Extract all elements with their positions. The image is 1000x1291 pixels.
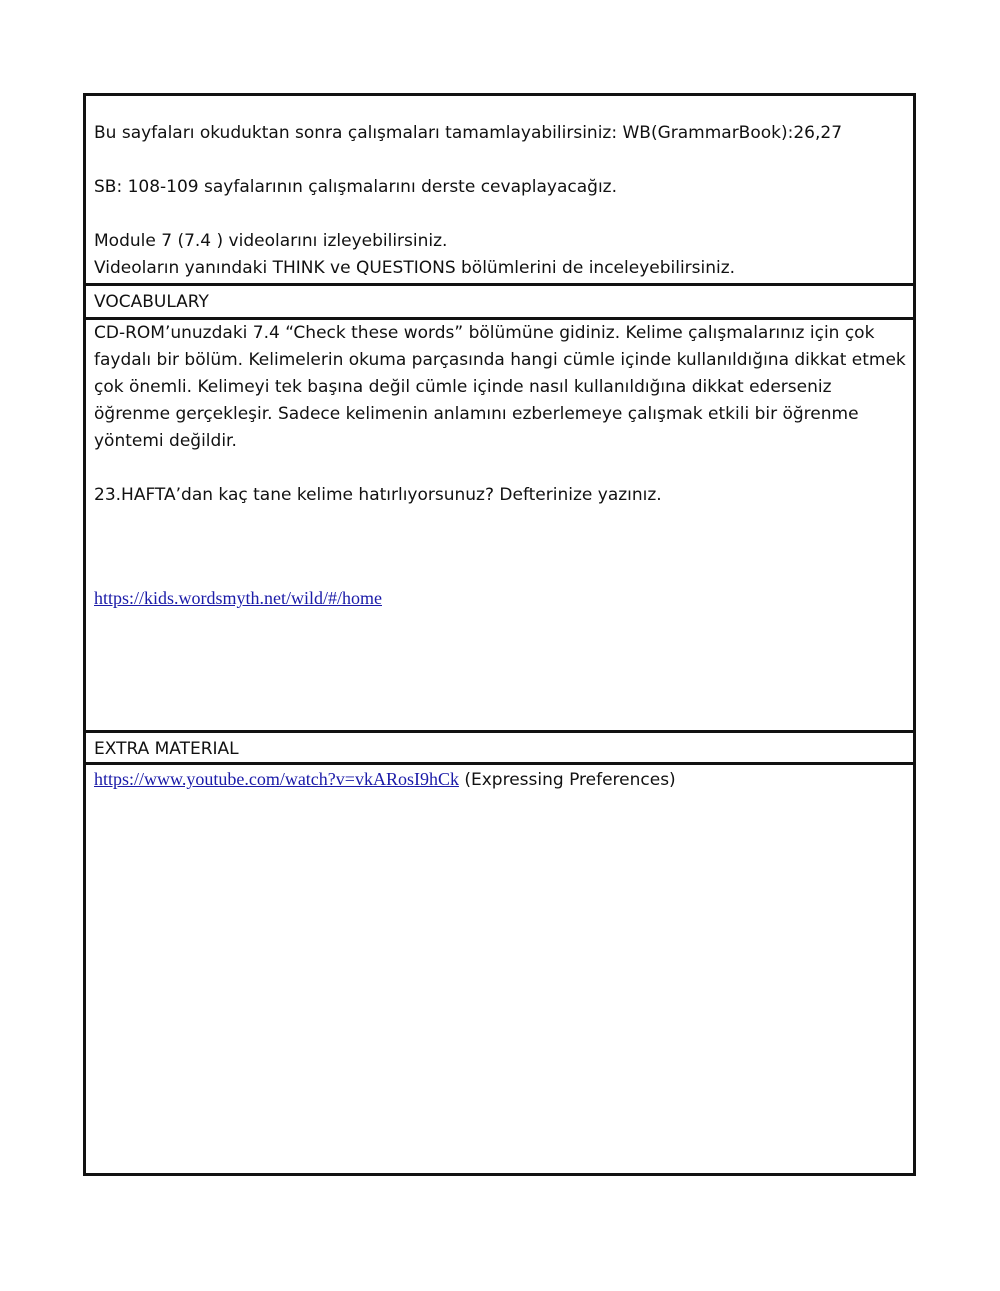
wordsmyth-link[interactable]: https://kids.wordsmyth.net/wild/#/home: [94, 588, 382, 608]
vocabulary-heading: VOCABULARY: [94, 292, 209, 312]
intro-line-workbook: Bu sayfaları okuduktan sonra çalışmaları tamamlayabilirsiniz: WB(GrammarBook):26,27: [94, 123, 843, 143]
intro-cell: [86, 120, 913, 282]
intro-line-module-videos: Module 7 (7.4 ) videolarını izleyebilirsiniz.: [94, 231, 448, 251]
row-divider: [86, 762, 913, 765]
extra-material-heading: EXTRA MATERIAL: [94, 739, 239, 759]
extra-cell: [86, 766, 913, 794]
row-divider: [86, 283, 913, 286]
row-divider: [86, 730, 913, 733]
youtube-link[interactable]: https://www.youtube.com/watch?v=vkARosI9hCk: [94, 769, 459, 789]
intro-line-studentbook: SB: 108-109 sayfalarının çalışmalarını derste cevaplayacağız.: [94, 177, 618, 197]
intro-line-think-questions: Videoların yanındaki THINK ve QUESTIONS bölümlerini de inceleyebilirsiniz.: [94, 258, 736, 278]
extra-heading-cell: [86, 736, 913, 763]
vocabulary-heading-cell: [86, 289, 913, 316]
worksheet-table: [83, 93, 916, 1176]
vocabulary-question: 23.HAFTA’dan kaç tane kelime hatırlıyorsunuz? Defterinize yazınız.: [94, 485, 662, 505]
vocabulary-instructions: CD-ROM’unuzdaki 7.4 “Check these words” bölümüne gidiniz. Kelime çalışmalarınız için çok faydalı bir bölüm. Kelimelerin okuma parçasında hangi cümle içinde kullanıldığına dikkat etmek çok önemli. Kelimeyi tek başına değil cümle içinde nasıl kullanıldığına dikkat ederseniz öğrenme gerçekleşir. Sadece kelimenin anlamını ezberlemeye çalışmak etkili bir öğrenme yöntemi değildir.: [94, 323, 906, 451]
vocabulary-cell: [86, 320, 913, 613]
youtube-link-note: (Expressing Preferences): [464, 770, 676, 790]
